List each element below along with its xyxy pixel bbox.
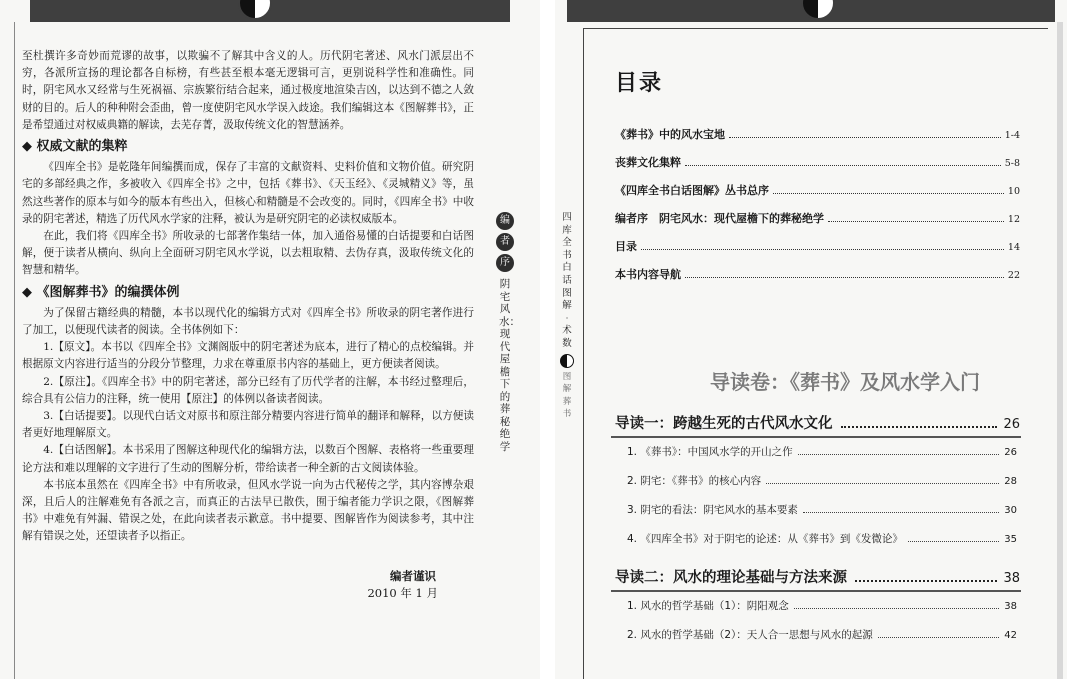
entry-page: 35	[1004, 534, 1017, 545]
toc-item-page: 14	[1007, 242, 1020, 253]
toc-entry[interactable]	[627, 473, 1017, 502]
series-separator: ·	[565, 313, 569, 323]
chapter-rule	[611, 436, 1021, 438]
leader-dots	[798, 454, 1000, 455]
toc-item-page: 22	[1007, 270, 1020, 281]
entry-page: 42	[1004, 630, 1017, 641]
yin-yang-small-icon	[560, 354, 574, 368]
entry-page: 38	[1004, 601, 1017, 612]
toc-title: 目录	[615, 71, 664, 96]
section-title-format: ◆ 《图解葬书》的编撰体例	[22, 284, 180, 300]
chapter-page: 38	[1003, 571, 1020, 586]
leader-dots	[855, 580, 997, 582]
signature: 编者谨识	[390, 568, 436, 583]
toc-item-title: 《四库全书白话图解》丛书总序	[615, 184, 769, 197]
intro-paragraph: 至杜撰许多奇妙而荒谬的故事，以欺骗不了解其中含义的人。历代阴宅著述、风水门派层出不穷，各派所宣扬的理论都各自标榜，有些甚至根本毫无逻辑可言，更别说科学性和准确性。同时，阴宅风水又经常与生死祸福、宗族繁衍结合起来，通过极度地渲染吉凶，以达到不德之人敛财的目的。后人的种种附会歪曲，曾一度使阴宅风水学误入歧途。我们编辑这本《图解葬书》，正是希望通过对权威典籍的解读，去芜存菁，汲取传统文化的智慧涵养。	[22, 50, 474, 131]
side-badge: 序	[496, 254, 514, 272]
chapter-heading[interactable]	[615, 566, 1020, 587]
series-category: 术数	[562, 325, 572, 349]
chapter-heading[interactable]	[615, 412, 1020, 433]
toc-item-title: 目录	[615, 240, 637, 253]
entry-page: 28	[1004, 476, 1017, 487]
leader-dots	[685, 277, 1004, 278]
side-chapter-label	[493, 212, 520, 453]
part-title: 导读卷：《葬书》及风水学入门	[710, 370, 980, 394]
toc-item-page: 12	[1007, 214, 1020, 225]
side-series-label	[560, 212, 574, 421]
entry-title: 4. 《四库全书》对于阴宅的论述：从《葬书》到《发微论》	[627, 533, 903, 545]
entry-page: 26	[1004, 447, 1017, 458]
paragraph: 本书底本虽然在《四库全书》中有所收录，但风水学说一向为古代秘传之学，其内容博杂艰深，且后人的注解难免有各派之言，而真正的古法早已散佚，囿于编者能力学识之限，《图解葬书》中难免有舛漏、错误之处，在此向读者表示歉意。书中提要、图解皆作为阅读参考，其中注解有错误之处，还望读者予以指正。	[22, 478, 474, 543]
page-edge-shadow	[1057, 22, 1063, 679]
right-page	[555, 0, 1067, 679]
toc-entry[interactable]	[627, 531, 1017, 560]
chapter-rule	[611, 590, 1021, 592]
toc-item-title: 丧葬文化集粹	[615, 156, 681, 169]
leader-dots	[773, 193, 1004, 194]
preface-text	[22, 48, 474, 602]
toc-item-title: 《葬书》中的风水宝地	[615, 128, 725, 141]
book-name: 图解葬书	[562, 371, 572, 420]
series-name: 四库全书白话图解	[562, 212, 572, 312]
side-badge: 者	[496, 233, 514, 251]
toc-row[interactable]	[615, 238, 1020, 266]
toc-entry[interactable]	[627, 627, 1017, 656]
side-badge: 编	[496, 212, 514, 230]
chapter-title: 导读二：风水的理论基础与方法来源	[615, 570, 847, 586]
toc-front-matter	[615, 126, 1020, 294]
paragraph: 4.【白话图解】。本书采用了图解这种现代化的编辑方法，以数百个图解、表格将一些重要理论方法和难以理解的文字进行了生动的图解分析，带给读者一种全新的古文阅读体验。	[22, 444, 474, 474]
toc-entry[interactable]	[627, 502, 1017, 531]
left-frame-line	[14, 22, 15, 679]
side-chapter-title: 阴宅风水：现代屋檐下的葬秘绝学	[499, 278, 520, 453]
paragraph: 1.【原文】。本书以《四库全书》文渊阁版中的阴宅著述为底本，进行了精心的点校编辑。并根据原文内容进行适当的分段分节整理，力求在尊重原书内容的基础上，更方便读者阅读。	[22, 341, 474, 371]
paragraph: 为了保留古籍经典的精髓，本书以现代化的编辑方式对《四库全书》所收录的阴宅著作进行了加工，以便现代读者的阅读。全书体例如下：	[22, 306, 474, 337]
entry-page: 30	[1004, 505, 1017, 516]
toc-row[interactable]	[615, 154, 1020, 182]
leader-dots	[766, 483, 999, 484]
leader-dots	[641, 249, 1004, 250]
leader-dots	[685, 165, 1001, 166]
leader-dots	[828, 221, 1004, 222]
toc-row[interactable]	[615, 126, 1020, 154]
entry-title: 2. 阴宅：《葬书》的核心内容	[627, 475, 762, 487]
leader-dots	[794, 608, 999, 609]
paragraph: 在此，我们将《四库全书》所收录的七部著作集结一体，加入通俗易懂的白话提要和白话图解，便于读者从横向、纵向上全面研习阴宅风水学说，以去粗取精、去伪存真，汲取传统文化的智慧和精华。	[22, 230, 474, 277]
entry-title: 2. 风水的哲学基础（2）：天人合一思想与风水的起源	[627, 629, 873, 641]
leader-dots	[878, 637, 999, 638]
chapter-page: 26	[1003, 417, 1020, 432]
section-title-authority: ◆ 权威文献的集粹	[22, 139, 128, 155]
chapter2-entries	[627, 598, 1017, 656]
leader-dots	[841, 426, 998, 428]
leader-dots	[729, 137, 1001, 138]
toc-item-title: 编者序 阴宅风水：现代屋檐下的葬秘绝学	[615, 212, 824, 225]
toc-item-page: 10	[1007, 186, 1020, 197]
toc-row[interactable]	[615, 210, 1020, 238]
toc-item-title: 本书内容导航	[615, 268, 681, 281]
toc-item-page: 1-4	[1004, 130, 1020, 141]
signature-date: 2010 年 1 月	[367, 585, 438, 600]
leader-dots	[803, 512, 999, 513]
paragraph: 3.【白话提要】。以现代白话文对原书和原注部分精要内容进行简单的翻译和解释，以方便读者更好地理解原文。	[22, 410, 474, 440]
chapter1-entries	[627, 444, 1017, 560]
toc-entry[interactable]	[627, 444, 1017, 473]
toc-row[interactable]	[615, 266, 1020, 294]
entry-title: 1. 风水的哲学基础（1）：阴阳观念	[627, 600, 789, 612]
chapter-title: 导读一：跨越生死的古代风水文化	[615, 416, 833, 432]
toc-entry[interactable]	[627, 598, 1017, 627]
paragraph: 2.【原注】。《四库全书》中的阴宅著述，部分已经有了历代学者的注解，本书经过整理后，综合具有公信力的注释，统一使用【原注】的体例以备读者阅读。	[22, 375, 474, 405]
entry-title: 1. 《葬书》：中国风水学的开山之作	[627, 446, 793, 458]
paragraph: 《四库全书》是乾隆年间编撰而成，保存了丰富的文献资料、史料价值和文物价值。研究阴宅的多部经典之作，多被收入《四库全书》之中，包括《葬书》、《天玉经》、《灵城精义》等，虽然这些著作的原本与如今的版本有些出入，但核心和精髓是不会改变的。同时，《四库全书》中收录的阴宅著述，精选了历代风水学家的注释，被认为是研究阴宅的必读权威版本。	[22, 161, 474, 225]
toc-row[interactable]	[615, 182, 1020, 210]
leader-dots	[908, 541, 999, 542]
entry-title: 3. 阴宅的看法：阴宅风水的基本要素	[627, 504, 798, 516]
toc-item-page: 5-8	[1004, 158, 1020, 169]
page-gutter	[540, 0, 555, 679]
